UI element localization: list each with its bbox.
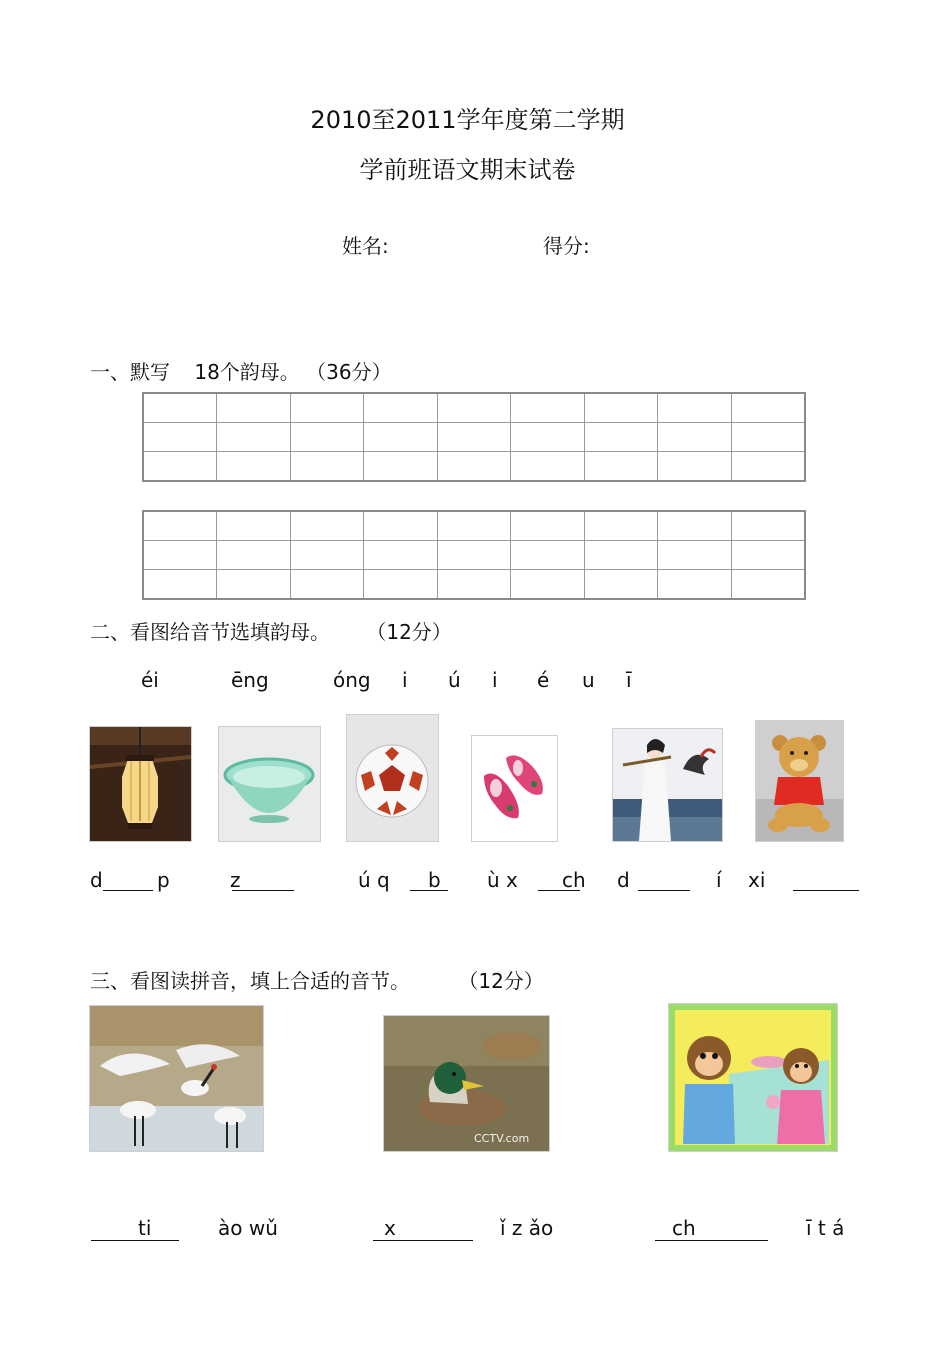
section1-heading-prefix: 一、默写 xyxy=(90,360,170,384)
grid-cell[interactable] xyxy=(143,570,217,600)
grid-cell[interactable] xyxy=(217,423,290,452)
answer-text: ch xyxy=(562,868,586,892)
answer-text: ch xyxy=(672,1216,696,1240)
grid-row xyxy=(143,511,805,541)
final-option: éi xyxy=(141,668,159,692)
grid-cell[interactable] xyxy=(290,511,363,541)
grid-cell[interactable] xyxy=(731,570,805,600)
grid-cell[interactable] xyxy=(584,393,657,423)
answer-blank[interactable] xyxy=(91,1239,179,1241)
final-option: é xyxy=(537,668,550,692)
grid-cell[interactable] xyxy=(658,541,731,570)
answer-text: d xyxy=(617,868,630,892)
answer-text: ī t á xyxy=(806,1216,845,1240)
cranes-picture xyxy=(89,1005,264,1152)
answer-text: x xyxy=(384,1216,396,1240)
answer-text: z xyxy=(230,868,241,892)
grid-cell[interactable] xyxy=(143,423,217,452)
grid-cell[interactable] xyxy=(731,423,805,452)
grid-cell[interactable] xyxy=(143,541,217,570)
grid-cell[interactable] xyxy=(658,570,731,600)
grid-cell[interactable] xyxy=(731,452,805,482)
grid-cell[interactable] xyxy=(584,452,657,482)
grid-cell[interactable] xyxy=(364,511,437,541)
grid-cell[interactable] xyxy=(511,570,584,600)
final-option: ú xyxy=(448,668,461,692)
grid-cell[interactable] xyxy=(217,541,290,570)
title-line-2: 学前班语文期末试卷 xyxy=(359,156,576,184)
grid-cell[interactable] xyxy=(217,452,290,482)
grid-cell[interactable] xyxy=(437,452,510,482)
grid-cell[interactable] xyxy=(511,541,584,570)
grid-cell[interactable] xyxy=(511,452,584,482)
section3-points: （12分） xyxy=(458,969,544,993)
section3-heading-text: 三、看图读拼音，填上合适的音节。 xyxy=(90,969,410,993)
duck-picture xyxy=(383,1015,550,1152)
grid-cell[interactable] xyxy=(584,423,657,452)
section2-heading-text: 二、看图给音节选填韵母。 xyxy=(90,620,330,644)
answer-text: ǐ z ǎo xyxy=(500,1216,554,1240)
grid-cell[interactable] xyxy=(658,511,731,541)
grid-cell[interactable] xyxy=(658,393,731,423)
grid-cell[interactable] xyxy=(584,541,657,570)
grid-cell[interactable] xyxy=(584,570,657,600)
grid-cell[interactable] xyxy=(731,511,805,541)
flute-player-picture xyxy=(612,728,723,842)
answer-text: p xyxy=(157,868,170,892)
name-label: 姓名: xyxy=(342,234,389,258)
grid-cell[interactable] xyxy=(290,541,363,570)
final-option: i xyxy=(492,668,498,692)
grid-cell[interactable] xyxy=(143,452,217,482)
answer-blank[interactable] xyxy=(793,889,859,891)
grid-cell[interactable] xyxy=(584,511,657,541)
grid-cell[interactable] xyxy=(217,393,290,423)
lantern-picture xyxy=(89,726,192,842)
grid-cell[interactable] xyxy=(290,452,363,482)
grid-cell[interactable] xyxy=(364,570,437,600)
grid-cell[interactable] xyxy=(511,423,584,452)
answer-text: b xyxy=(428,868,441,892)
grid-cell[interactable] xyxy=(364,393,437,423)
answer-text: ù x xyxy=(487,868,518,892)
grid-cell[interactable] xyxy=(437,393,510,423)
answer-blank[interactable] xyxy=(638,889,690,891)
final-option: u xyxy=(582,668,595,692)
grid-cell[interactable] xyxy=(364,423,437,452)
grid-cell[interactable] xyxy=(511,511,584,541)
grid-row xyxy=(143,393,805,423)
answer-text: í xyxy=(716,868,722,892)
section1-heading-points: （36分） xyxy=(306,360,392,384)
answer-blank[interactable] xyxy=(103,889,153,891)
grid-row xyxy=(143,541,805,570)
grid-cell[interactable] xyxy=(143,511,217,541)
grid-cell[interactable] xyxy=(437,541,510,570)
basin-picture xyxy=(218,726,321,842)
grid-cell[interactable] xyxy=(290,423,363,452)
grid-cell[interactable] xyxy=(437,511,510,541)
grid-cell[interactable] xyxy=(437,423,510,452)
final-option: ēng xyxy=(231,668,269,692)
grid-cell[interactable] xyxy=(364,452,437,482)
grid-row xyxy=(143,452,805,482)
grid-cell[interactable] xyxy=(290,393,363,423)
section2-heading xyxy=(90,616,452,645)
answer-text: ti xyxy=(138,1216,152,1240)
final-option: i xyxy=(402,668,408,692)
score-label: 得分: xyxy=(543,234,590,258)
grid-cell[interactable] xyxy=(511,393,584,423)
football-picture xyxy=(346,714,439,842)
section1-heading xyxy=(90,356,392,385)
grid-cell[interactable] xyxy=(143,393,217,423)
title-line-1: 2010至2011学年度第二学期 xyxy=(310,106,625,134)
cctv-watermark: CCTV.com xyxy=(474,1132,530,1145)
grid-cell[interactable] xyxy=(731,541,805,570)
answer-text: ú q xyxy=(358,868,390,892)
final-option: ī xyxy=(626,668,632,692)
answer-text: ào wǔ xyxy=(218,1216,278,1240)
grid-cell[interactable] xyxy=(731,393,805,423)
grid-cell[interactable] xyxy=(217,570,290,600)
answer-blank[interactable] xyxy=(232,889,294,891)
grid-cell[interactable] xyxy=(658,423,731,452)
section2-points: （12分） xyxy=(366,620,452,644)
answer-text: d xyxy=(90,868,103,892)
grid-row xyxy=(143,423,805,452)
teddy-bear-picture xyxy=(755,720,844,842)
section3-heading xyxy=(90,965,544,994)
grid-row xyxy=(143,570,805,600)
grid-cell[interactable] xyxy=(364,541,437,570)
monkeys-picture xyxy=(668,1003,838,1152)
shoes-picture xyxy=(471,735,558,842)
grid-cell[interactable] xyxy=(437,570,510,600)
writing-grid-2[interactable] xyxy=(142,510,806,600)
grid-cell[interactable] xyxy=(217,511,290,541)
writing-grid-1[interactable] xyxy=(142,392,806,482)
grid-cell[interactable] xyxy=(290,570,363,600)
section1-heading-count: 18个韵母。 xyxy=(194,360,300,384)
grid-cell[interactable] xyxy=(658,452,731,482)
final-option: óng xyxy=(333,668,371,692)
answer-text: xi xyxy=(748,868,766,892)
